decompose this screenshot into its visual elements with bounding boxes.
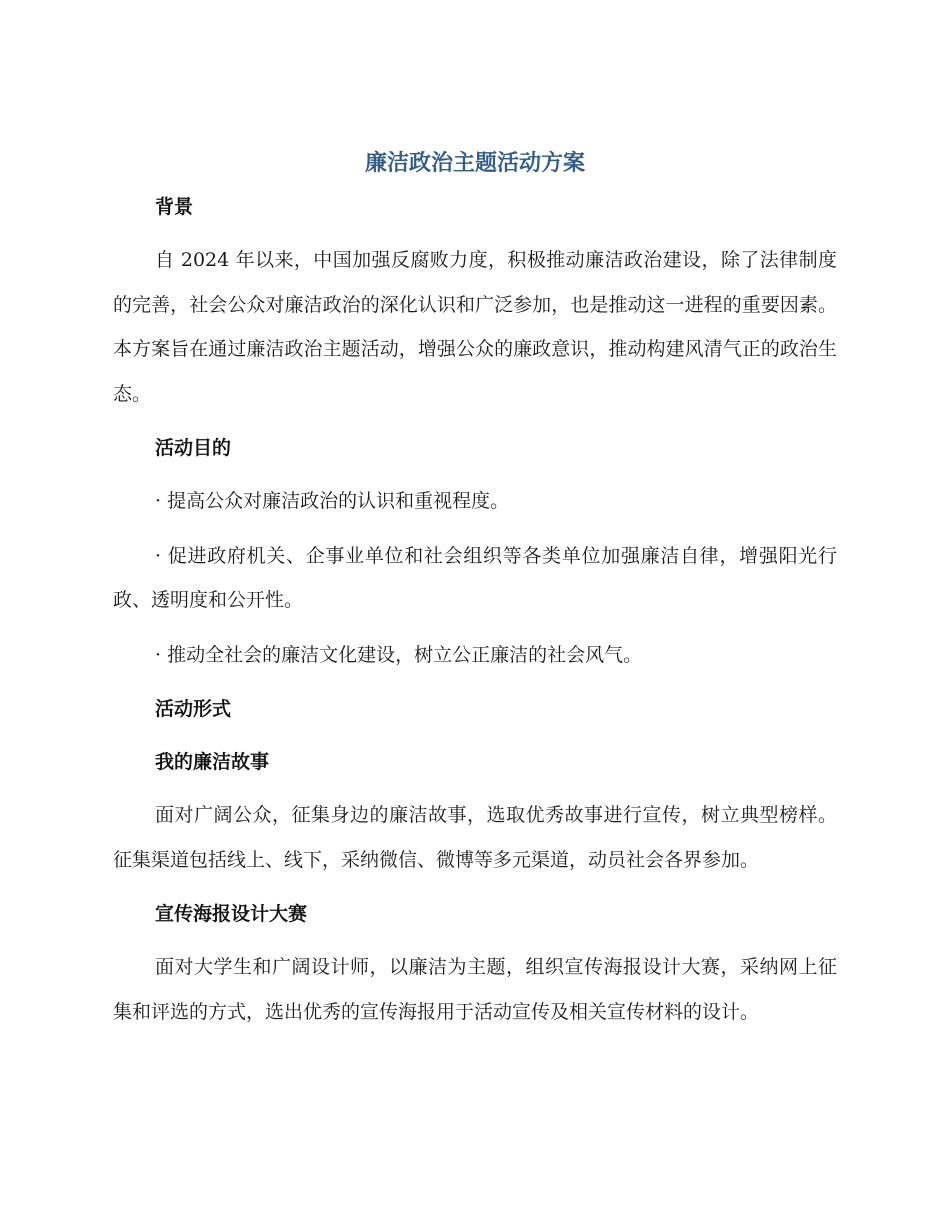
- section-heading-poster: 宣传海报设计大赛: [155, 903, 308, 925]
- section-heading-story: 我的廉洁故事: [155, 751, 270, 773]
- background-paragraph: 自 2024 年以来，中国加强反腐败力度，积极推动廉洁政治建设，除了法律制度的完善，社会公众对廉洁政治的深化认识和广泛参加，也是推动这一进程的重要因素。本方案旨在通过廉洁政治主题活动，增强公众的廉政意识，推动构建风清气正的政治生态。: [113, 249, 837, 405]
- section-heading-background: 背景: [155, 196, 194, 218]
- poster-paragraph: 面对大学生和广阔设计师，以廉洁为主题，组织宣传海报设计大赛，采纳网上征集和评选的方式，选出优秀的宣传海报用于活动宣传及相关宣传材料的设计。: [113, 956, 837, 1023]
- document-page: [113, 143, 837, 1034]
- document-title: 廉洁政治主题活动方案: [364, 151, 585, 176]
- section-heading-purpose: 活动目的: [155, 437, 232, 459]
- story-paragraph: 面对广阔公众，征集身边的廉洁故事，选取优秀故事进行宣传，树立典型榜样。征集渠道包括线上、线下，采纳微信、微博等多元渠道，动员社会各界参加。: [113, 804, 837, 871]
- section-heading-forms: 活动形式: [155, 698, 232, 720]
- purpose-item-3: · 推动全社会的廉洁文化建设，树立公正廉洁的社会风气。: [155, 643, 643, 666]
- purpose-item-1: · 提高公众对廉洁政治的认识和重视程度。: [155, 490, 510, 512]
- purpose-item-2: · 促进政府机关、企事业单位和社会组织等各类单位加强廉洁自律，增强阳光行政、透明度和公开性。: [113, 544, 837, 611]
